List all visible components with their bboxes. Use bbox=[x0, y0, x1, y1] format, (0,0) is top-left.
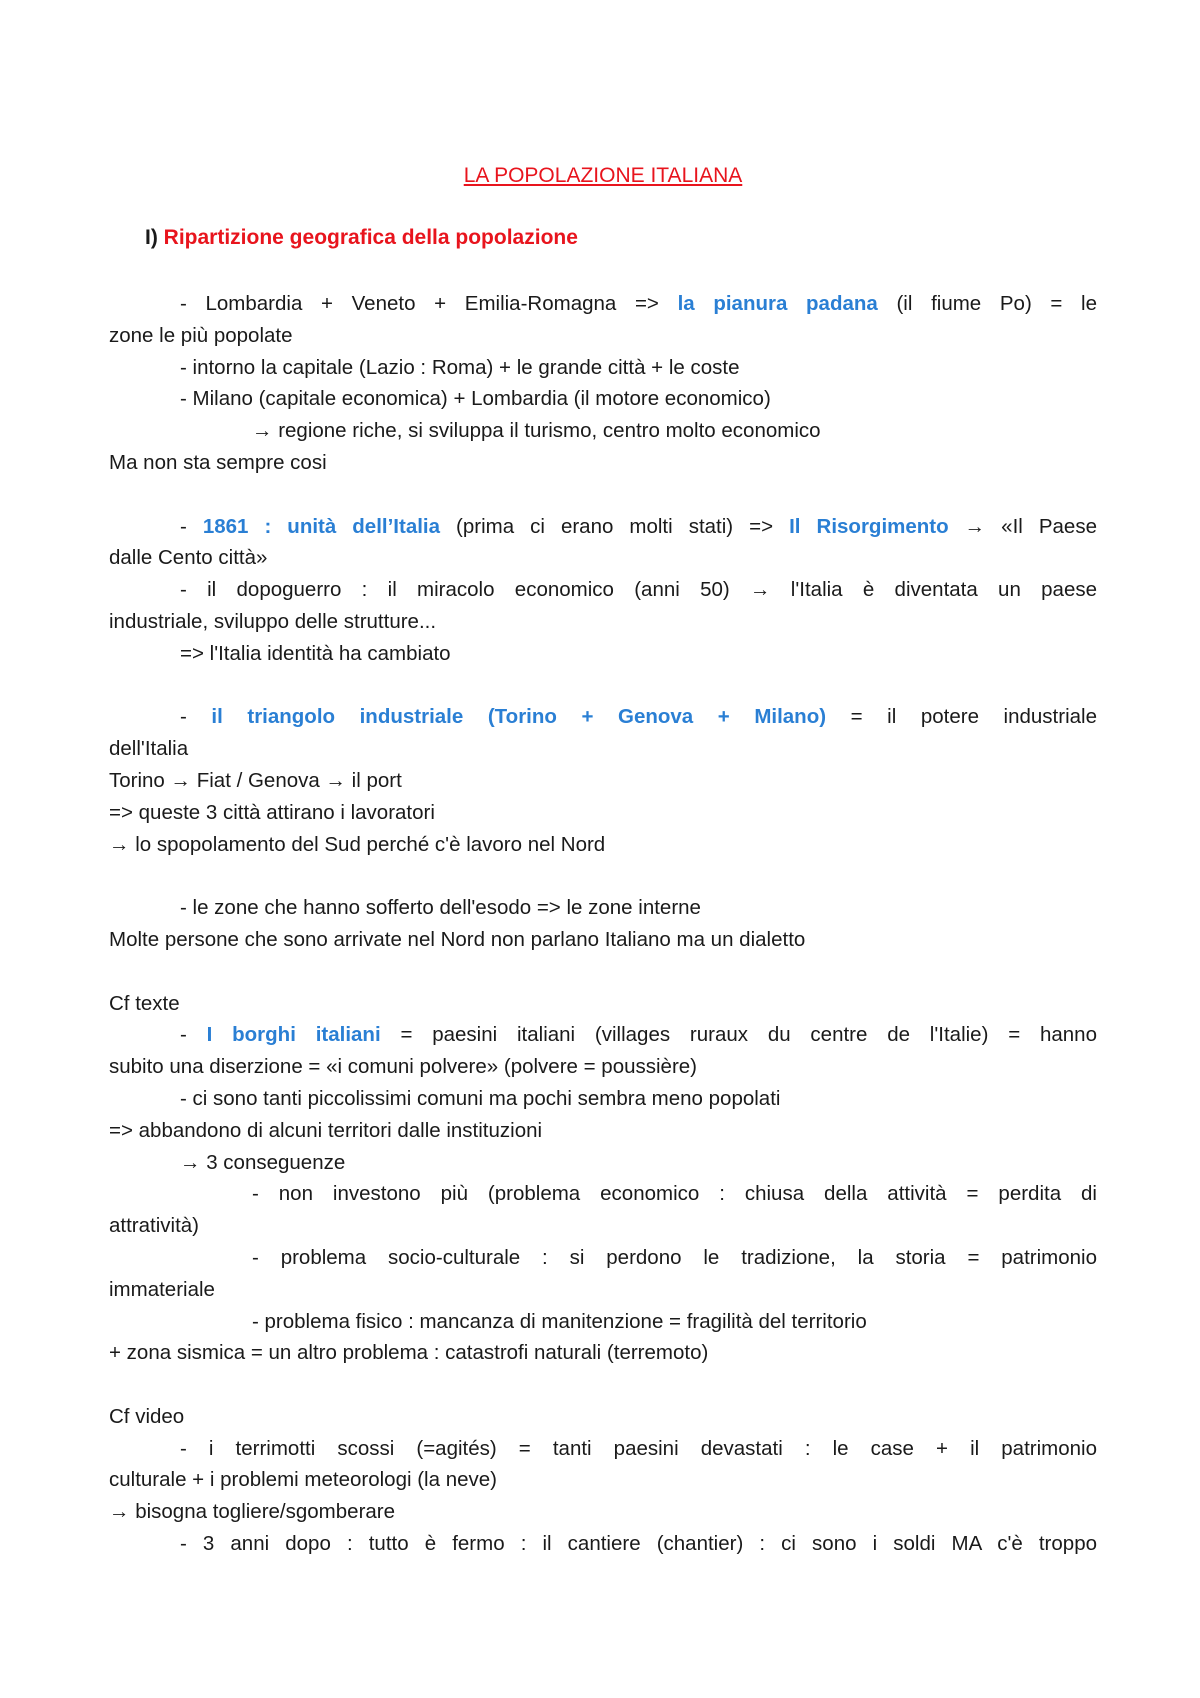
text-span: (il fiume Po) = le bbox=[896, 292, 1098, 315]
blank-line bbox=[109, 670, 1097, 702]
text-line: - le zone che hanno sofferto dell'esodo => le zone interne bbox=[180, 896, 701, 920]
text-line: => l'Italia identità ha cambiato bbox=[180, 641, 451, 665]
text-line: => queste 3 città attirano i lavoratori bbox=[109, 800, 435, 824]
text-line bbox=[109, 1019, 1097, 1051]
section-title: Ripartizione geografica della popolazione bbox=[163, 226, 578, 249]
keyword: Il Risorgimento bbox=[789, 514, 949, 538]
text-line bbox=[109, 288, 1097, 320]
text-line: - Milano (capitale economica) + Lombardia (il motore economico) bbox=[180, 387, 771, 411]
section-number: I) bbox=[145, 226, 158, 249]
keyword: il triangolo industriale (Torino + Genova + Milano) bbox=[211, 705, 827, 729]
text-line: Molte persone che sono arrivate nel Nord non parlano Italiano ma un dialetto bbox=[109, 927, 806, 951]
text-line: - non investono più (problema economico : chiusa della attività = perdita di bbox=[252, 1182, 1097, 1206]
text-line: → regione riche, si sviluppa il turismo, centro molto economico bbox=[252, 419, 821, 443]
text-line: zone le più popolate bbox=[109, 323, 293, 347]
text-span: = paesini italiani (villages ruraux du centre de l'Italie) = hanno bbox=[400, 1023, 1097, 1047]
text-line: Cf texte bbox=[109, 991, 180, 1015]
text-line: industriale, sviluppo delle strutture... bbox=[109, 609, 437, 633]
text-line bbox=[109, 511, 1097, 543]
text-line: Torino → Fiat / Genova → il port bbox=[109, 768, 402, 792]
blank-line bbox=[109, 956, 1097, 988]
text-line: → bisogna togliere/sgomberare bbox=[109, 1500, 396, 1524]
text-span: - bbox=[180, 514, 187, 538]
text-line: - i terrimotti scossi (=agités) = tanti paesini devastati : le case + il patrimonio bbox=[180, 1436, 1097, 1460]
text-line bbox=[109, 701, 1097, 733]
keyword: la pianura padana bbox=[677, 292, 878, 315]
text-line: → lo spopolamento del Sud perché c'è lavoro nel Nord bbox=[109, 832, 606, 856]
text-line: - il dopoguerro : il miracolo economico (anni 50) → l'Italia è diventata un paese bbox=[180, 578, 1097, 602]
text-line: - ci sono tanti piccolissimi comuni ma pochi sembra meno popolati bbox=[180, 1086, 781, 1110]
text-line: culturale + i problemi meteorologi (la neve) bbox=[109, 1468, 497, 1492]
text-span: - Lombardia + Veneto + Emilia-Romagna => bbox=[180, 292, 659, 315]
text-line: immateriale bbox=[109, 1277, 215, 1301]
text-line: - 3 anni dopo : tutto è fermo : il cantiere (chantier) : ci sono i soldi MA c'è troppo bbox=[180, 1532, 1097, 1556]
text-line: Cf video bbox=[109, 1404, 185, 1428]
text-line: - problema socio-culturale : si perdono le tradizione, la storia = patrimonio bbox=[252, 1245, 1097, 1269]
text-line: => abbandono di alcuni territori dalle instituzioni bbox=[109, 1118, 543, 1142]
text-line: → 3 conseguenze bbox=[180, 1150, 346, 1174]
text-line: - intorno la capitale (Lazio : Roma) + le grande città + le coste bbox=[180, 355, 740, 379]
document-body bbox=[109, 288, 1097, 1560]
text-span: → «Il Paese bbox=[964, 514, 1097, 538]
text-line: + zona sismica = un altro problema : catastrofi naturali (terremoto) bbox=[109, 1341, 709, 1365]
text-span: = il potere industriale bbox=[850, 705, 1097, 729]
text-span: - bbox=[180, 705, 187, 729]
section-heading bbox=[145, 226, 578, 250]
document-title: LA POPOLAZIONE ITALIANA bbox=[463, 164, 743, 187]
text-line: - problema fisico : mancanza di manitenzione = fragilità del territorio bbox=[252, 1309, 867, 1333]
text-line: subito una diserzione = «i comuni polvere» (polvere = poussière) bbox=[109, 1055, 698, 1079]
blank-line bbox=[109, 860, 1097, 892]
text-line: attratività) bbox=[109, 1214, 199, 1238]
text-line: dalle Cento città» bbox=[109, 546, 268, 570]
keyword: 1861 : unità dell’Italia bbox=[202, 514, 441, 538]
keyword: I borghi italiani bbox=[206, 1023, 381, 1047]
text-span: (prima ci erano molti stati) => bbox=[456, 514, 774, 538]
text-span: - bbox=[180, 1023, 187, 1047]
text-line: dell'Italia bbox=[109, 737, 189, 761]
blank-line bbox=[109, 1369, 1097, 1401]
blank-line bbox=[109, 479, 1097, 511]
text-line: Ma non sta sempre cosi bbox=[109, 450, 327, 474]
